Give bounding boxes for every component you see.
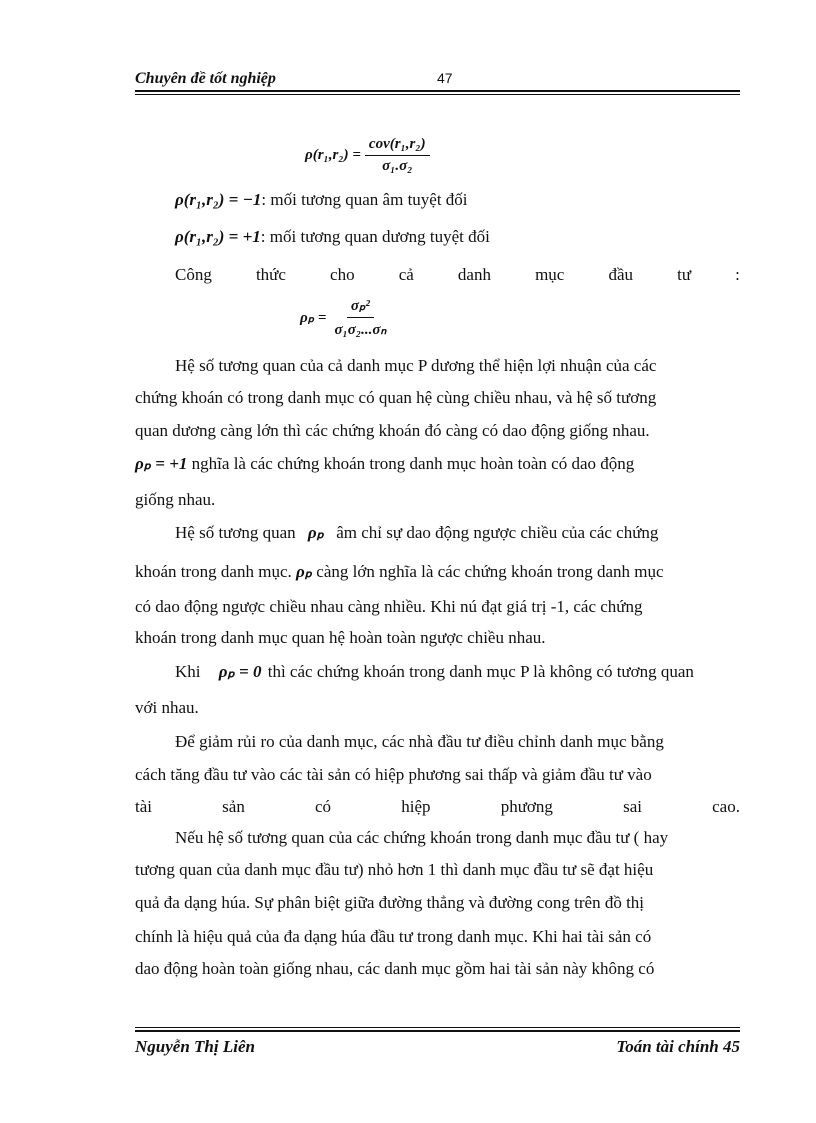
p1-line-1: Hệ số tương quan của cả danh mục P dương thể hiện lợi nhuận của các (175, 356, 657, 375)
word: danh (457, 265, 491, 284)
p2-line-1a: Hệ số tương quan (175, 523, 296, 542)
p2-line-1 (175, 523, 658, 543)
formula-rho-p: ρₚ (296, 562, 313, 581)
word: sản (222, 797, 245, 816)
p1-line-4 (135, 454, 634, 474)
p3-line-1b: thì các chứng khoán trong danh mục P là không có tương quan (267, 662, 694, 681)
p2-line-2 (135, 562, 664, 582)
formula-numerator: cov(r₁,r₂) (365, 136, 430, 156)
p1-line-2: chứng khoán có trong danh mục có quan hệ cùng chiều nhau, và hệ số tương (135, 388, 657, 407)
word: tài (135, 797, 152, 816)
word: tư (677, 265, 692, 284)
word: : (735, 265, 740, 284)
word: Công (175, 265, 212, 284)
footer-rule-thick (135, 1030, 740, 1032)
formula-numerator: σₚ² (347, 296, 374, 318)
line-positive-correlation (175, 227, 490, 247)
p3-line-1 (175, 662, 694, 682)
formula-denominator: σ₁σ₂...σₙ (334, 322, 387, 338)
line-negative-correlation (175, 190, 468, 210)
footer-author: Nguyễn Thị Liên (135, 1037, 255, 1056)
word: có (315, 797, 332, 816)
formula-rho-p-zero: ρₚ = 0 (218, 662, 262, 681)
word: thức (255, 265, 286, 284)
p5-line-1: Nếu hệ số tương quan của các chứng khoán trong danh mục đầu tư ( hay (175, 828, 669, 847)
header-rule-thick (135, 90, 740, 92)
formula-rho-p-plus1: ρₚ = +1 (135, 454, 188, 473)
p4-line-1: Để giảm rủi ro của danh mục, các nhà đầu tư điều chỉnh danh mục bằng (175, 732, 664, 751)
footer-course: Toán tài chính 45 (616, 1037, 740, 1056)
formula-rho-neg: ρ(r₁,r₂) = −1 (175, 190, 262, 209)
word: cho (330, 265, 355, 284)
formula-lhs: ρₚ = (300, 310, 327, 326)
p2-line-2b: càng lớn nghĩa là các chứng khoán trong danh mục (316, 562, 664, 581)
p3-line-1a: Khi (175, 662, 201, 681)
word: hiệp (401, 797, 431, 816)
page-number: 47 (437, 70, 453, 86)
footer-rule-thin (135, 1027, 740, 1028)
formula-portfolio-correlation (300, 296, 390, 339)
p1-line-4-text: nghĩa là các chứng khoán trong danh mục hoàn toàn có dao động (191, 454, 635, 473)
p2-line-4: khoán trong danh mục quan hệ hoàn toàn ngược chiều nhau. (135, 628, 546, 647)
p1-line-3: quan dương càng lớn thì các chứng khoán đó càng có dao động giống nhau. (135, 421, 650, 440)
formula-rho-pos: ρ(r₁,r₂) = +1 (175, 227, 261, 246)
header-rule-thin (135, 94, 740, 95)
formula-intro-line (175, 265, 740, 285)
formula-denominator: σ₁.σ₂ (382, 158, 413, 174)
text-pos: : mối tương quan dương tuyệt đối (260, 227, 490, 246)
p4-line-3 (135, 797, 740, 817)
word: phương (500, 797, 553, 816)
p2-line-2a: khoán trong danh mục. (135, 562, 292, 581)
p5-line-5: dao động hoàn toàn giống nhau, các danh mục gồm hai tài sản này không có (135, 959, 655, 978)
p5-line-3: quả đa dạng húa. Sự phân biệt giữa đường thẳng và đường cong trên đồ thị (135, 893, 645, 912)
p5-line-2: tương quan của danh mục đầu tư) nhỏ hơn 1 thì danh mục đầu tư sẽ đạt hiệu (135, 860, 654, 879)
word: cả (398, 265, 414, 284)
p5-line-4: chính là hiệu quả của đa dạng húa đầu tư trong danh mục. Khi hai tài sản có (135, 927, 652, 946)
p1-line-5: giống nhau. (135, 490, 216, 509)
word: đầu (608, 265, 633, 284)
word: cao. (712, 797, 740, 816)
p2-line-1b: âm chỉ sự dao động ngược chiều của các chứng (336, 523, 659, 542)
formula-rho-p: ρₚ (307, 523, 324, 542)
word: sai (623, 797, 642, 816)
p4-line-2: cách tăng đầu tư vào các tài sản có hiệp phương sai thấp và giảm đầu tư vào (135, 765, 652, 784)
word: mục (535, 265, 565, 284)
formula-lhs: ρ(r₁,r₂) = (305, 147, 361, 163)
text-neg: : mối tương quan âm tuyệt đối (261, 190, 468, 209)
formula-correlation-definition (305, 136, 430, 175)
p3-line-2: với nhau. (135, 698, 199, 717)
header-title: Chuyên đề tốt nghiệp (135, 70, 276, 87)
p2-line-3: có dao động ngược chiều nhau càng nhiều. Khi nú đạt giá trị -1, các chứng (135, 597, 643, 616)
